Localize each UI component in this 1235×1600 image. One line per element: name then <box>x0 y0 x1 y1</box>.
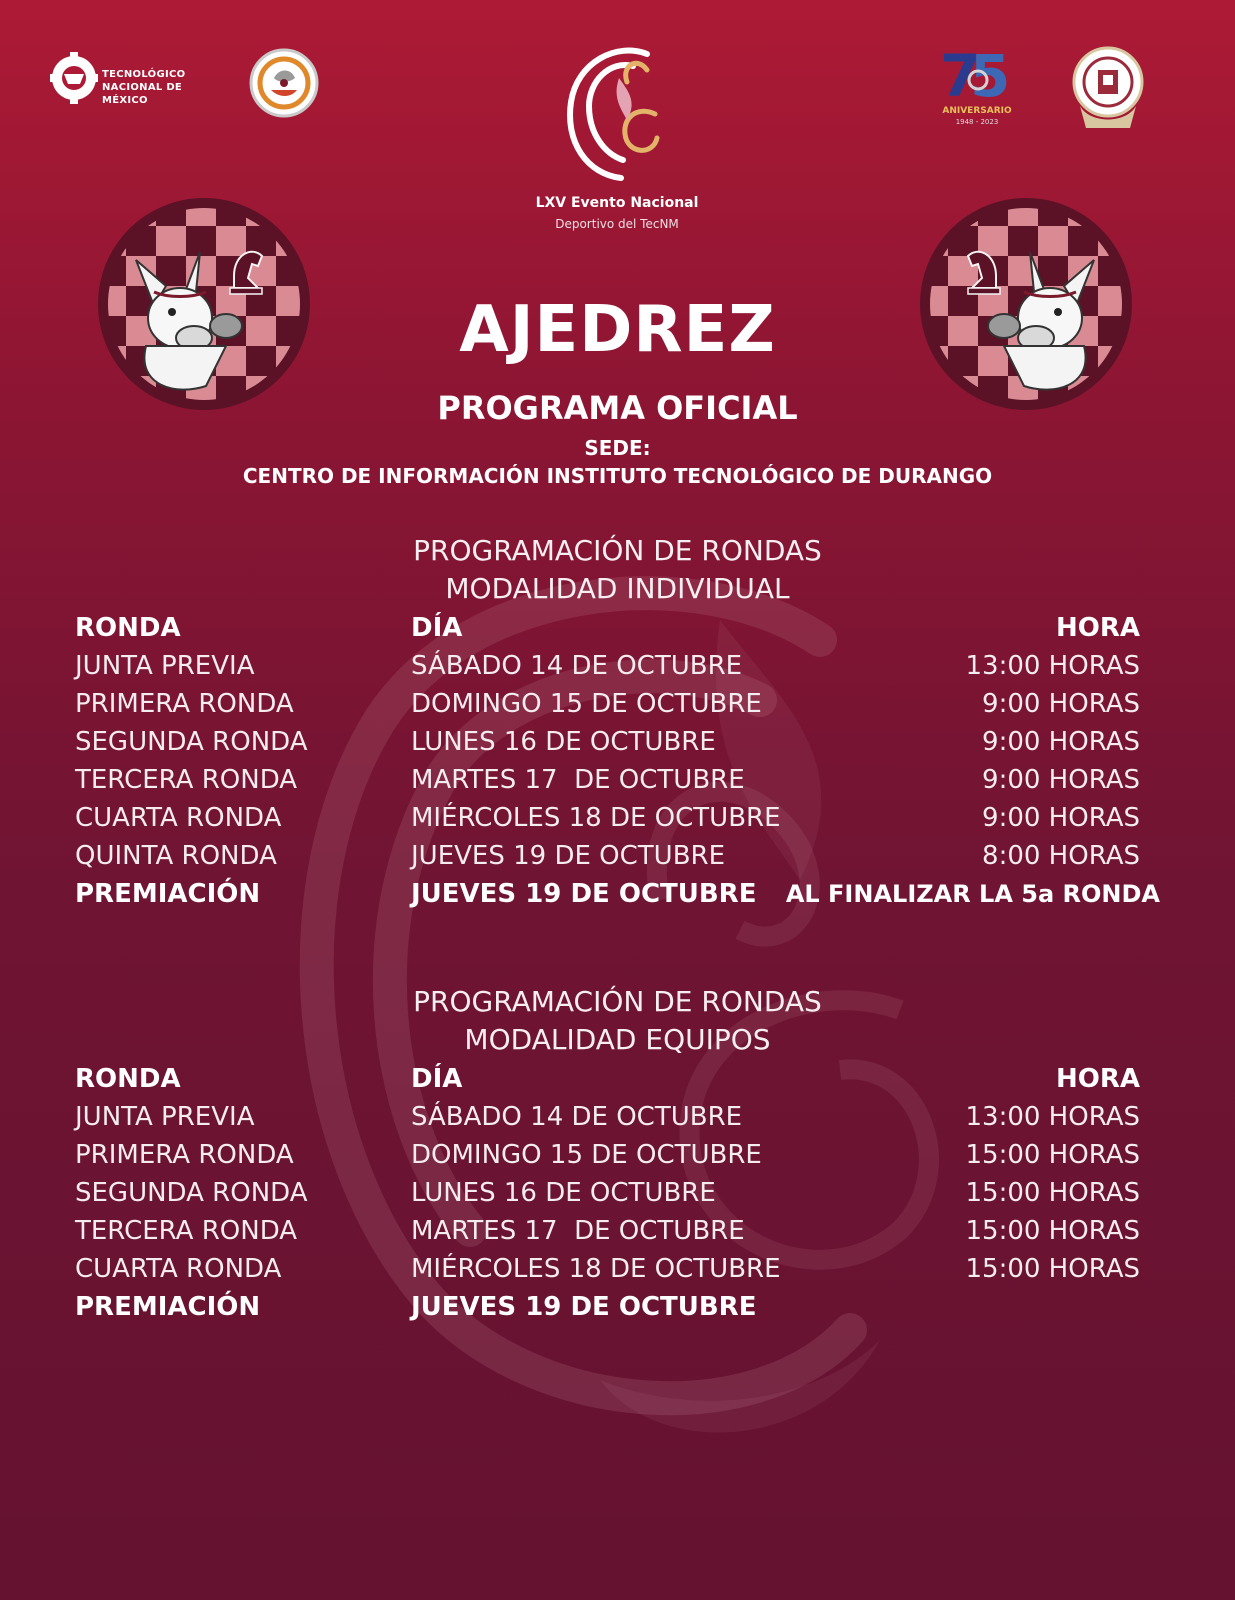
row-dia: JUEVES 19 DE OCTUBRE <box>411 841 726 871</box>
table-row <box>75 799 1160 837</box>
teams-heading-1: PROGRAMACIÓN DE RONDAS <box>413 985 822 1018</box>
event-title-line1: LXV Evento Nacional <box>535 195 699 211</box>
row-ronda: PRIMERA RONDA <box>75 689 294 719</box>
row-hora: 9:00 HORAS <box>982 689 1140 719</box>
individual-heading-1: PROGRAMACIÓN DE RONDAS <box>413 534 822 567</box>
row-dia: MARTES 17 DE OCTUBRE <box>411 1216 745 1246</box>
row-ronda: CUARTA RONDA <box>75 1254 282 1284</box>
row-dia: MARTES 17 DE OCTUBRE <box>411 765 745 795</box>
venue-name: CENTRO DE INFORMACIÓN INSTITUTO TECNOLÓGICO DE DURANGO <box>242 464 993 488</box>
svg-text:7: 7 <box>940 42 981 106</box>
row-dia: MIÉRCOLES 18 DE OCTUBRE <box>411 803 781 833</box>
page-subtitle: PROGRAMA OFICIAL <box>437 389 798 427</box>
row-hora: 13:00 HORAS <box>965 651 1140 681</box>
tecnm-logo <box>50 44 220 116</box>
table-row <box>75 685 1160 723</box>
award-dia: JUEVES 19 DE OCTUBRE <box>411 1292 757 1322</box>
row-ronda: QUINTA RONDA <box>75 841 277 871</box>
row-hora: 15:00 HORAS <box>965 1178 1140 1208</box>
row-dia: DOMINGO 15 DE OCTUBRE <box>411 1140 762 1170</box>
row-ronda: SEGUNDA RONDA <box>75 1178 308 1208</box>
tecnm-logo-line2: NACIONAL DE MÉXICO <box>102 82 183 106</box>
column-ronda: RONDA <box>75 613 181 643</box>
event-65-logo-icon <box>557 42 677 182</box>
table-row <box>75 647 1160 685</box>
event-title-line2: Deportivo del TecNM <box>555 217 679 231</box>
table-row <box>75 761 1160 799</box>
award-ronda: PREMIACIÓN <box>75 1292 261 1322</box>
teams-award-row <box>75 1288 1160 1326</box>
table-row <box>75 723 1160 761</box>
itd-seal-icon <box>1070 44 1146 134</box>
row-dia: MIÉRCOLES 18 DE OCTUBRE <box>411 1254 781 1284</box>
anniversary-years: 1948 - 2023 <box>955 118 999 126</box>
row-ronda: PRIMERA RONDA <box>75 1140 294 1170</box>
svg-text:5: 5 <box>970 42 1011 106</box>
individual-table-header <box>75 609 1160 647</box>
column-ronda: RONDA <box>75 1064 181 1094</box>
row-ronda: TERCERA RONDA <box>75 1216 298 1246</box>
table-row <box>75 1212 1160 1250</box>
table-row <box>75 1136 1160 1174</box>
row-ronda: TERCERA RONDA <box>75 765 298 795</box>
column-hora: HORA <box>1055 1064 1140 1094</box>
table-row <box>75 1098 1160 1136</box>
row-hora: 15:00 HORAS <box>965 1140 1140 1170</box>
state-logo-icon <box>249 48 319 118</box>
row-hora: 15:00 HORAS <box>965 1216 1140 1246</box>
teams-heading-2: MODALIDAD EQUIPOS <box>464 1023 771 1056</box>
column-dia: DÍA <box>411 1064 463 1094</box>
row-ronda: JUNTA PREVIA <box>75 651 255 681</box>
award-ronda: PREMIACIÓN <box>75 879 261 909</box>
row-dia: SÁBADO 14 DE OCTUBRE <box>411 1102 743 1132</box>
teams-table-header <box>75 1060 1160 1098</box>
table-row <box>75 837 1160 875</box>
venue-label: SEDE: <box>584 436 651 460</box>
row-dia: LUNES 16 DE OCTUBRE <box>411 1178 716 1208</box>
row-dia: LUNES 16 DE OCTUBRE <box>411 727 716 757</box>
award-dia: JUEVES 19 DE OCTUBRE <box>411 879 757 909</box>
page-title: AJEDREZ <box>459 293 776 367</box>
tecnm-logo-icon <box>50 44 100 116</box>
anniversary-logo <box>920 42 1030 132</box>
anniversary-75-logo-icon <box>920 42 1030 106</box>
individual-heading-2: MODALIDAD INDIVIDUAL <box>445 572 790 605</box>
column-dia: DÍA <box>411 613 463 643</box>
table-row <box>75 1250 1160 1288</box>
individual-award-row <box>75 875 1160 913</box>
award-hora: AL FINALIZAR LA 5a RONDA <box>785 880 1160 908</box>
tecnm-logo-line1: TECNOLÓGICO <box>102 69 186 80</box>
row-ronda: CUARTA RONDA <box>75 803 282 833</box>
row-dia: SÁBADO 14 DE OCTUBRE <box>411 651 743 681</box>
row-ronda: SEGUNDA RONDA <box>75 727 308 757</box>
row-ronda: JUNTA PREVIA <box>75 1102 255 1132</box>
anniversary-text: ANIVERSARIO <box>942 106 1012 116</box>
row-hora: 8:00 HORAS <box>982 841 1140 871</box>
table-row <box>75 1174 1160 1212</box>
row-dia: DOMINGO 15 DE OCTUBRE <box>411 689 762 719</box>
row-hora: 9:00 HORAS <box>982 727 1140 757</box>
column-hora: HORA <box>1055 613 1140 643</box>
row-hora: 13:00 HORAS <box>965 1102 1140 1132</box>
row-hora: 9:00 HORAS <box>982 765 1140 795</box>
row-hora: 9:00 HORAS <box>982 803 1140 833</box>
row-hora: 15:00 HORAS <box>965 1254 1140 1284</box>
